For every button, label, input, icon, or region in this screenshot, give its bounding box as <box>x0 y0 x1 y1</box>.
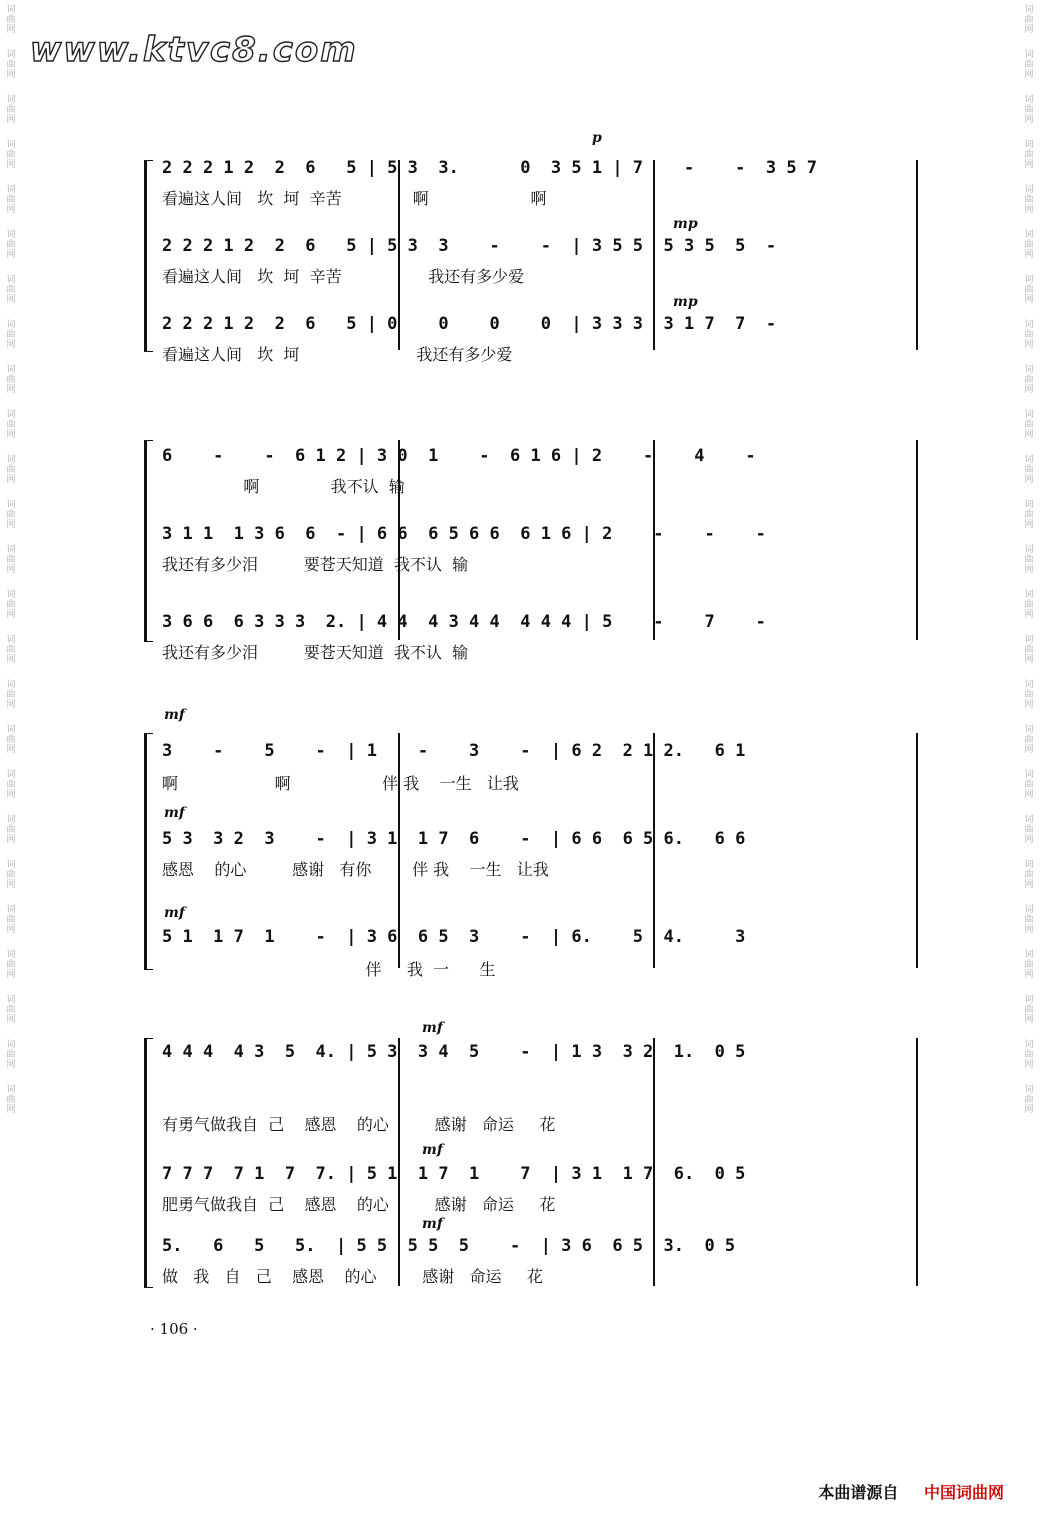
footer-site-link[interactable]: 中国词曲网 <box>923 1483 1004 1502</box>
lyric-line: 有勇气做我自 己 感恩 的心 感谢 命运 花 <box>162 1115 556 1134</box>
notation-line: 2 2 2 1 2 2 6 5 | 5 3 3. 0 3 5 1 | 7 - - 3 5 7 <box>162 158 818 178</box>
notation-line: 5. 6 5 5. | 5 5 5 5 5 - | 3 6 6 5 3. 0 5 <box>162 1236 736 1256</box>
lyric-line: 感恩 的心 感谢 有你 伴 我 一生 让我 <box>162 860 549 879</box>
side-stamp: 词 曲 网 <box>1024 725 1034 755</box>
system-bracket <box>144 160 153 352</box>
notation-line: 3 6 6 6 3 3 3 2. | 4 4 4 3 4 4 4 4 4 | 5 - 7 - <box>162 612 766 632</box>
notation-line: 2 2 2 1 2 2 6 5 | 5 3 3 - - | 3 5 5 5 3 5 5 - <box>162 236 777 256</box>
dynamic-mark: mf <box>164 905 185 921</box>
notation-line: 7 7 7 7 1 7 7. | 5 1 1 7 1 7 | 3 1 1 7 6. 0 5 <box>162 1164 746 1184</box>
dynamic-mark: mf <box>422 1216 443 1232</box>
notation-line: 4 4 4 4 3 5 4. | 5 3 3 4 5 - | 1 3 3 2 1. 0 5 <box>162 1042 746 1062</box>
side-stamp: 词 曲 网 <box>1024 95 1034 125</box>
lyric-line: 肥勇气做我自 己 感恩 的心 感谢 命运 花 <box>162 1195 556 1214</box>
system-bracket <box>144 440 153 642</box>
barline <box>916 160 918 350</box>
side-stamp: 词 曲 网 <box>6 50 16 80</box>
side-stamp: 词 曲 网 <box>6 680 16 710</box>
score-system-3 <box>148 705 918 979</box>
side-stamp: 词 曲 网 <box>1024 320 1034 350</box>
watermark-url: www.ktvc8.com <box>30 30 358 70</box>
side-stamp: 词 曲 网 <box>6 995 16 1025</box>
side-stamp: 词 曲 网 <box>1024 950 1034 980</box>
lyric-line: 伴 我 一 生 <box>162 960 496 979</box>
side-stamp: 词 曲 网 <box>1024 995 1034 1025</box>
score-system-2 <box>148 430 918 670</box>
side-stamp: 词 曲 网 <box>6 860 16 890</box>
side-stamp: 词 曲 网 <box>6 455 16 485</box>
side-stamp: 词 曲 网 <box>1024 770 1034 800</box>
side-stamp: 词 曲 网 <box>6 320 16 350</box>
side-stamp: 词 曲 网 <box>1024 455 1034 485</box>
lyric-line: 我还有多少泪 要苍天知道 我不认 输 <box>162 555 469 574</box>
barline <box>916 440 918 640</box>
dynamic-mark: mf <box>164 707 185 723</box>
page-number: · 106 · <box>150 1320 198 1338</box>
side-stamp: 词 曲 网 <box>6 500 16 530</box>
side-stamp: 词 曲 网 <box>1024 635 1034 665</box>
side-stamp: 词 曲 网 <box>6 590 16 620</box>
side-stamp: 词 曲 网 <box>6 1040 16 1070</box>
side-stamp: 词 曲 网 <box>1024 230 1034 260</box>
side-stamp: 词 曲 网 <box>1024 545 1034 575</box>
dynamic-mark: mf <box>422 1142 443 1158</box>
side-stamp: 词 曲 网 <box>1024 185 1034 215</box>
score-system-1 <box>148 130 918 364</box>
notation-line: 2 2 2 1 2 2 6 5 | 0 0 0 0 | 3 3 3 3 1 7 7 - <box>162 314 777 334</box>
notation-line: 3 1 1 1 3 6 6 - | 6 6 6 5 6 6 6 1 6 | 2 - - - <box>162 524 766 544</box>
notation-line: 5 3 3 2 3 - | 3 1 1 7 6 - | 6 6 6 5 6. 6 6 <box>162 829 746 849</box>
side-stamp: 词 曲 网 <box>6 635 16 665</box>
side-watermark-left <box>0 0 22 1530</box>
side-stamp: 词 曲 网 <box>1024 365 1034 395</box>
notation-line: 6 - - 6 1 2 | 3 0 1 - 6 1 6 | 2 - 4 - <box>162 446 756 466</box>
lyric-line: 看遍这人间 坎 坷 辛苦 啊 啊 <box>162 189 547 208</box>
side-stamp: 词 曲 网 <box>1024 275 1034 305</box>
side-stamp: 词 曲 网 <box>1024 1040 1034 1070</box>
side-stamp: 词 曲 网 <box>6 815 16 845</box>
score-system-4 <box>148 1020 918 1290</box>
lyric-line: 看遍这人间 坎 坷 我还有多少爱 <box>162 345 513 364</box>
side-stamp: 词 曲 网 <box>6 725 16 755</box>
dynamic-mark: mp <box>673 216 698 232</box>
side-stamp: 词 曲 网 <box>6 905 16 935</box>
side-stamp: 词 曲 网 <box>6 410 16 440</box>
footer-credit <box>818 1480 1004 1503</box>
side-stamp: 词 曲 网 <box>1024 500 1034 530</box>
side-stamp: 词 曲 网 <box>1024 410 1034 440</box>
side-stamp: 词 曲 网 <box>6 950 16 980</box>
side-watermark-right <box>1018 0 1040 1530</box>
dynamic-mark: mf <box>422 1020 443 1036</box>
dynamic-mark: mp <box>673 294 698 310</box>
lyric-line: 看遍这人间 坎 坷 辛苦 我还有多少爱 <box>162 267 525 286</box>
barline <box>916 1038 918 1286</box>
lyric-line: 做 我 自 己 感恩 的心 感谢 命运 花 <box>162 1267 543 1286</box>
system-bracket <box>144 1038 153 1288</box>
side-stamp: 词 曲 网 <box>6 1085 16 1115</box>
lyric-line: 啊 啊 伴 我 一生 让我 <box>162 774 519 793</box>
side-stamp: 词 曲 网 <box>1024 5 1034 35</box>
dynamic-mark: p <box>592 130 602 146</box>
side-stamp: 词 曲 网 <box>6 365 16 395</box>
side-stamp: 词 曲 网 <box>1024 860 1034 890</box>
side-stamp: 词 曲 网 <box>1024 50 1034 80</box>
barline <box>916 733 918 968</box>
side-stamp: 词 曲 网 <box>6 95 16 125</box>
dynamic-mark: mf <box>164 805 185 821</box>
side-stamp: 词 曲 网 <box>6 275 16 305</box>
notation-line: 3 - 5 - | 1 - 3 - | 6 2 2 1 2. 6 1 <box>162 741 746 761</box>
notation-line: 5 1 1 7 1 - | 3 6 6 5 3 - | 6. 5 4. 3 <box>162 927 746 947</box>
system-bracket <box>144 733 153 970</box>
side-stamp: 词 曲 网 <box>1024 680 1034 710</box>
side-stamp: 词 曲 网 <box>6 140 16 170</box>
lyric-line: 啊 我不认 输 <box>162 477 405 496</box>
side-stamp: 词 曲 网 <box>1024 1085 1034 1115</box>
side-stamp: 词 曲 网 <box>1024 140 1034 170</box>
side-stamp: 词 曲 网 <box>6 545 16 575</box>
side-stamp: 词 曲 网 <box>6 230 16 260</box>
lyric-line: 我还有多少泪 要苍天知道 我不认 输 <box>162 643 469 662</box>
side-stamp: 词 曲 网 <box>6 5 16 35</box>
footer-source-label: 本曲谱源自 <box>818 1483 899 1502</box>
side-stamp: 词 曲 网 <box>6 770 16 800</box>
side-stamp: 词 曲 网 <box>1024 815 1034 845</box>
side-stamp: 词 曲 网 <box>6 185 16 215</box>
side-stamp: 词 曲 网 <box>1024 590 1034 620</box>
side-stamp: 词 曲 网 <box>1024 905 1034 935</box>
